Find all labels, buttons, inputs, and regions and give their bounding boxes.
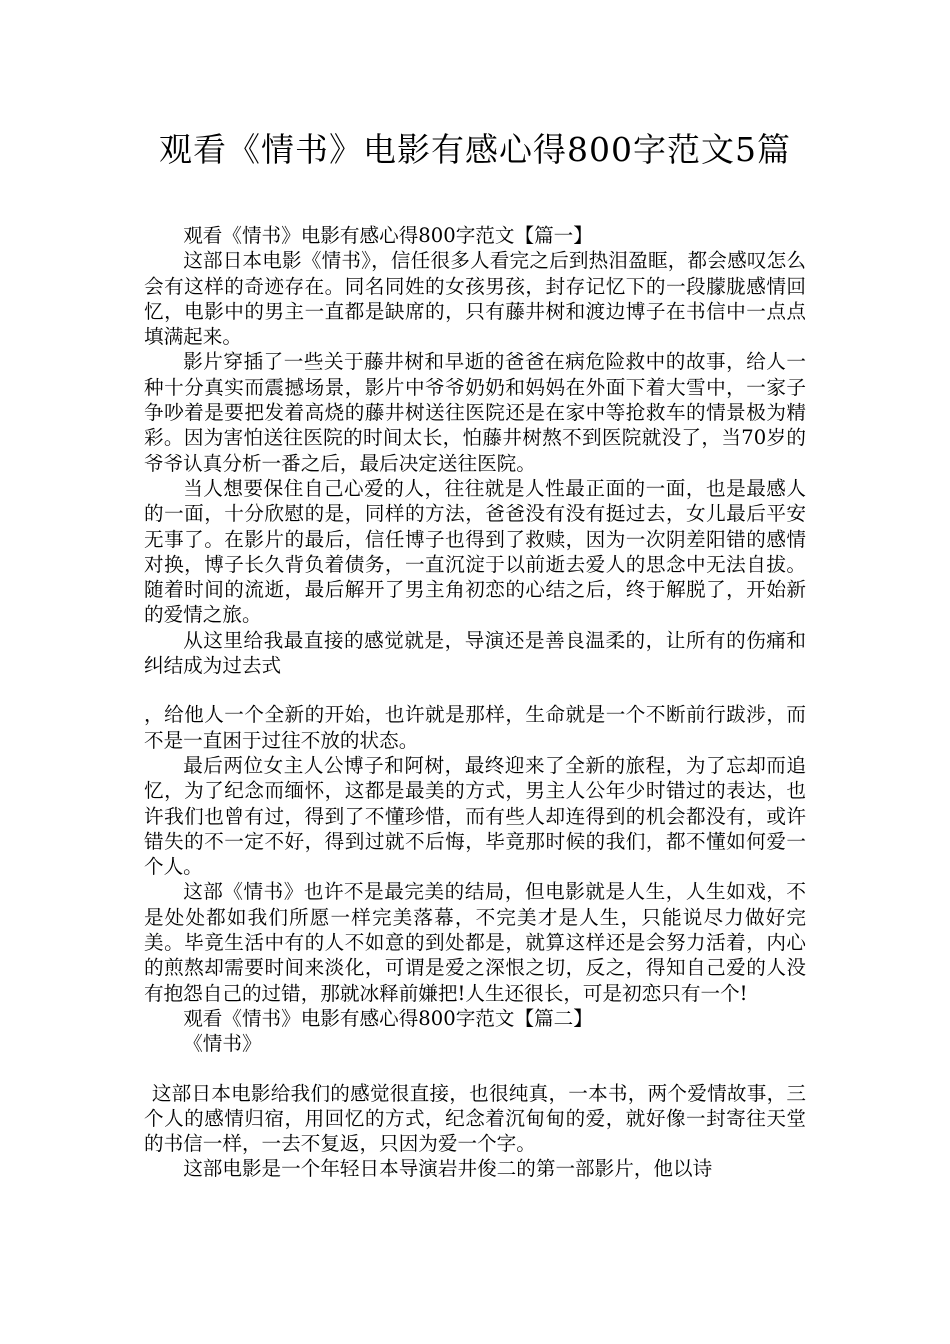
paragraph: 影片穿插了一些关于藤井树和早逝的爸爸在病危险救中的故事，给人一种十分真实而震撼场景，影片中爷爷奶奶和妈妈在外面下着大雪中，一家子争吵着是要把发着高烧的藤井树送往医院还是在家中等抢救车的情景极为精彩。因为害怕送往医院的时间太长，怕藤井树熬不到医院就没了，当70岁的爷爷认真分析一番之后，最后决定送往医院。 <box>144 350 806 475</box>
document-title: 观看《情书》电影有感心得800字范文5篇 <box>159 130 791 169</box>
paragraph-gap <box>144 1057 806 1081</box>
paragraph: 这部电影是一个年轻日本导演岩井俊二的第一部影片，他以诗 <box>183 1157 713 1181</box>
section-heading-1: 观看《情书》电影有感心得800字范文【篇一】 <box>183 224 593 247</box>
paragraph: 这部日本电影《情书》，信任很多人看完之后到热泪盈眶，都会感叹怎么会有这样的奇迹存在。同名同姓的女孩男孩，封存记忆下的一段朦胧感情回忆，电影中的男主一直都是缺席的，只有藤井树和渡边博子在书信中一点点填满起来。 <box>144 249 806 349</box>
paragraph-gap <box>144 678 806 702</box>
paragraph: ，给他人一个全新的开始，也许就是那样，生命就是一个不断前行跋涉，而不是一直困于过往不放的状态。 <box>144 703 806 752</box>
document-body <box>144 223 806 1182</box>
paragraph: 最后两位女主人公博子和阿树，最终迎来了全新的旅程，为了忘却而追忆，为了纪念而缅怀，这都是最美的方式，男主人公年少时错过的表达，也许我们也曾有过，得到了不懂珍惜，而有些人却连得到的机会都没有，或许错失的不一定不好，得到过就不后悔，毕竟那时候的我们，都不懂如何爱一个人。 <box>144 753 806 879</box>
paragraph: 这部日本电影给我们的感觉很直接，也很纯真，一本书，两个爱情故事，三个人的感情归宿，用回忆的方式，纪念着沉甸甸的爱，就好像一封寄往天堂的书信一样，一去不复返，只因为爱一个字。 <box>144 1081 806 1156</box>
section-heading-2: 观看《情书》电影有感心得800字范文【篇二】 <box>183 1006 593 1030</box>
paragraph: 这部《情书》也许不是最完美的结局，但电影就是人生，人生如戏，不是处处都如我们所愿一样完美落幕，不完美才是人生，只能说尽力做好完美。毕竟生活中有的人不如意的到处都是，就算这样还是会努力活着，内心的煎熬却需要时间来淡化，可谓是爱之深恨之切，反之，得知自己爱的人没有抱怨自己的过错，那就冰释前嫌把!人生还很长，可是初恋只有一个! <box>144 880 806 1005</box>
paragraph: 从这里给我最直接的感觉就是，导演还是善良温柔的，让所有的伤痛和纠结成为过去式 <box>144 628 806 678</box>
paragraph: 当人想要保住自己心爱的人，往往就是人性最正面的一面，也是最感人的一面，十分欣慰的是，同样的方法，爸爸没有没有挺过去，女儿最后平安无事了。在影片的最后，信任博子也得到了救赎，因为一次阴差阳错的感情对换，博子长久背负着债务，一直沉淀于以前逝去爱人的思念中无法自拔。随着时间的流逝，最后解开了男主角初恋的心结之后，终于解脱了，开始新的爱情之旅。 <box>144 476 806 627</box>
subheading: 《情书》 <box>183 1032 262 1056</box>
